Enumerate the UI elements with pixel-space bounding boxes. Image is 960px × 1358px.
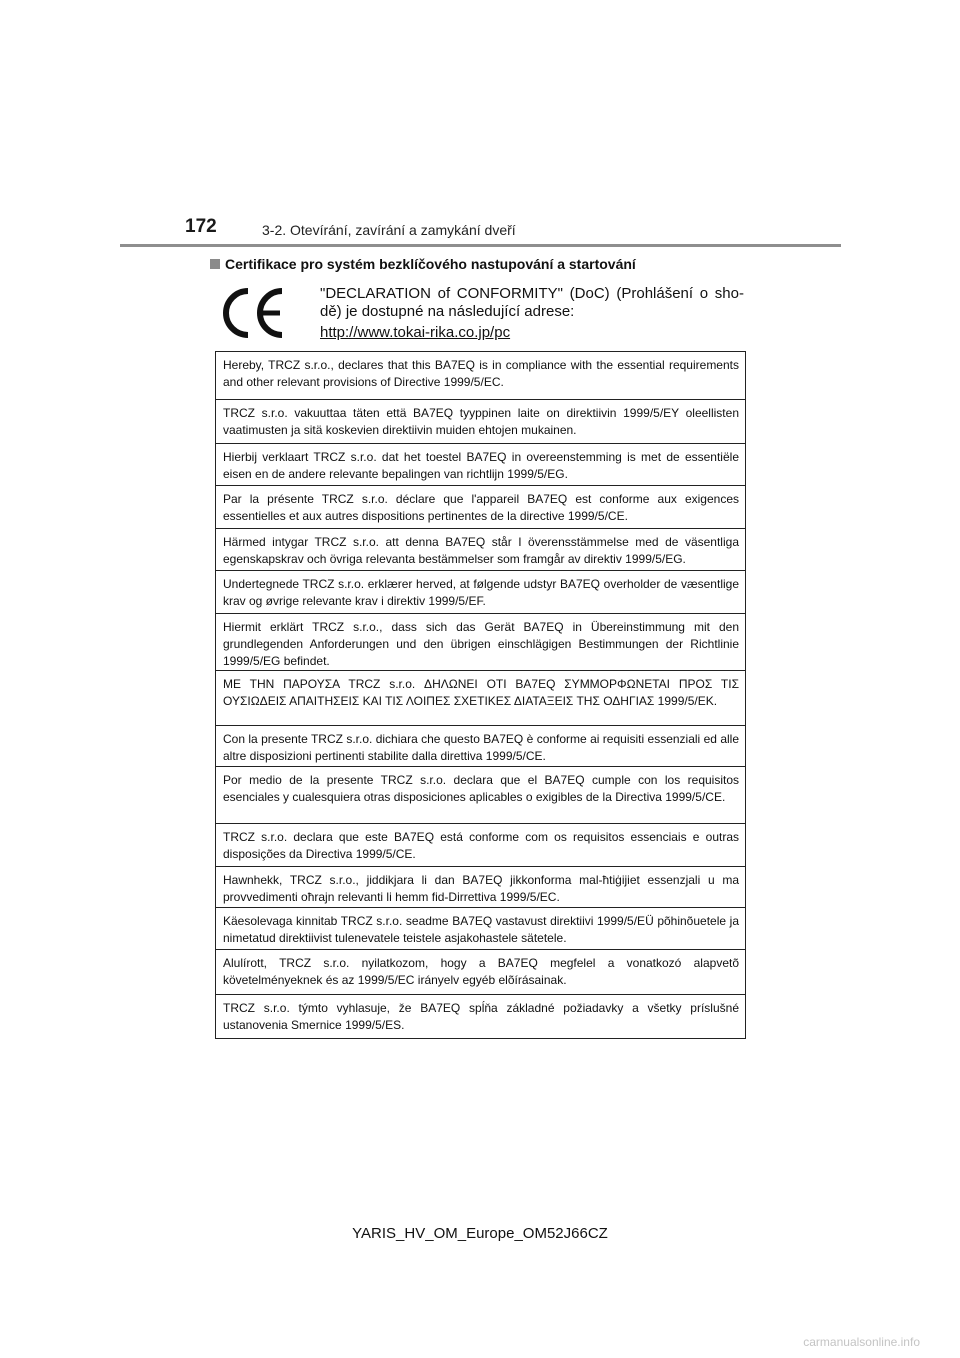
declarations-table (215, 351, 746, 1039)
declaration-row-en: Hereby, TRCZ s.r.o., declares that this BA7EQ is in compliance with the essential requirements and other relevant provisions of Directive 1999/5/EC. (223, 358, 739, 389)
declaration-row-mt: Hawnhekk, TRCZ s.r.o., jiddikjara li dan BA7EQ jikkonforma mal-ħtiġijiet essenzjali u ma provvedimenti oħrajn relevanti li hemm fid-Dirrettiva 1999/5/EC. (216, 866, 745, 907)
header-divider (120, 244, 841, 247)
declaration-row-fr: Par la présente TRCZ s.r.o. déclare que l'appareil BA7EQ est conforme aux exigences essentielles et aux autres dispositions pertinentes de la directive 1999/5/CE. (216, 485, 745, 528)
declaration-row-it: Con la presente TRCZ s.r.o. dichiara che questo BA7EQ è conforme ai requisiti essenziali ed alle altre disposizioni pertinenti stabilite dalla direttiva 1999/5/CE. (216, 725, 745, 766)
section-title: 3-2. Otevírání, zavírání a zamykání dveří (262, 222, 516, 238)
declaration-notice-text: "DECLARATION of CONFORMITY" (DoC) (Prohlášení o sho-dě) je dostupné na následující adrese: (320, 285, 744, 320)
declaration-row-sk: TRCZ s.r.o. týmto vyhlasuje, že BA7EQ spĺňa základné požiadavky a všetky príslušné ustanovenia Smernice 1999/5/ES. (216, 994, 745, 1038)
watermark: carmanualsonline.info (803, 1335, 920, 1349)
declaration-row-el: ΜΕ ΤΗΝ ΠΑΡΟΥΣΑ TRCZ s.r.o. ΔΗΛΩΝΕΙ ΟΤΙ BA7EQ ΣΥΜΜΟΡΦΩΝΕΤΑΙ ΠΡΟΣ ΤΙΣ ΟΥΣΙΩΔΕΙΣ ΑΠΑΙΤΗΣΕΙΣ ΚΑΙ ΤΙΣ ΛΟΙΠΕΣ ΣΧΕΤΙΚΕΣ ΔΙΑΤΑΞΕΙΣ ΤΗΣ ΟΔΗΓΙΑΣ 1999/5/ΕΚ. (216, 670, 745, 725)
document-id: YARIS_HV_OM_Europe_OM52J66CZ (352, 1225, 608, 1242)
declaration-row-et: Käesolevaga kinnitab TRCZ s.r.o. seadme BA7EQ vastavust direktiivi 1999/5/EÜ põhinõuetele ja nimetatud direktiivist tulenevatele teistele asjakohastele sätetele. (216, 907, 745, 949)
doc-link[interactable]: http://www.tokai-rika.co.jp/pc (320, 324, 511, 341)
certification-heading (210, 256, 636, 272)
declaration-row-de: Hiermit erklärt TRCZ s.r.o., dass sich das Gerät BA7EQ in Übereinstimmung mit den grundlegenden Anforderungen und den übrigen einschlägigen Bestimmungen der Richtlinie 1999/5/EG befindet. (216, 613, 745, 670)
declaration-row-pt: TRCZ s.r.o. declara que este BA7EQ está conforme com os requisitos essenciais e outras disposições da Directiva 1999/5/CE. (216, 823, 745, 866)
square-bullet-icon (210, 259, 220, 269)
declaration-row-nl: Hierbij verklaart TRCZ s.r.o. dat het toestel BA7EQ in overeenstemming is met de essentiële eisen en de andere relevante bepalingen van richtlijn 1999/5/EG. (216, 443, 745, 485)
declaration-row-da: Undertegnede TRCZ s.r.o. erklærer herved, at følgende udstyr BA7EQ overholder de væsentlige krav og øvrige relevante krav i direktiv 1999/5/EF. (216, 570, 745, 613)
declaration-row-hu: Alulírott, TRCZ s.r.o. nyilatkozom, hogy a BA7EQ megfelel a vonatkozó alapvetõ követelményeknek és az 1999/5/EC irányelv egyéb elõírásainak. (216, 949, 745, 994)
declaration-row-fi: TRCZ s.r.o. vakuuttaa täten että BA7EQ tyyppinen laite on direktiivin 1999/5/EY oleellisten vaatimusten ja sitä koskevien direktiivin muiden ehtojen mukainen. (216, 399, 745, 443)
declaration-row-es: Por medio de la presente TRCZ s.r.o. declara que el BA7EQ cumple con los requisitos esenciales y cualesquiera otras disposiciones aplicables o exigibles de la Directiva 1999/5/CE. (216, 766, 745, 823)
page-number: 172 (185, 216, 217, 237)
certification-heading-text: Certifikace pro systém bezklíčového nastupování a startování (225, 256, 636, 272)
declaration-notice (320, 285, 744, 342)
ce-mark-icon (222, 285, 286, 341)
declaration-row-sv: Härmed intygar TRCZ s.r.o. att denna BA7EQ står I överensstämmelse med de väsentliga egenskapskrav och övriga relevanta bestämmelser som framgår av direktiv 1999/5/EG. (216, 528, 745, 570)
